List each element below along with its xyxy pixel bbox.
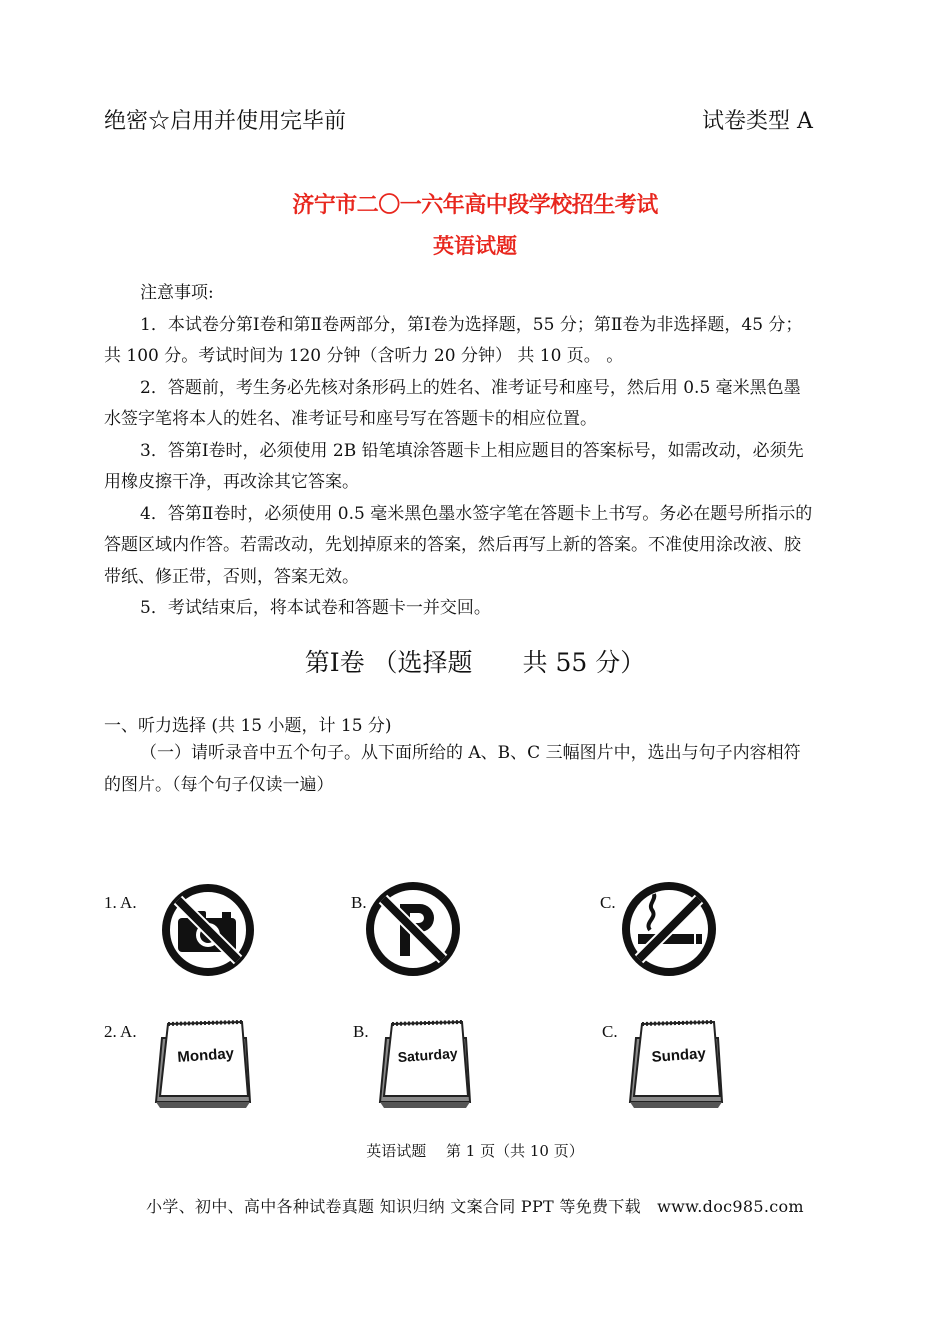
paper-type-label: 试卷类型 A [702, 109, 813, 134]
part-one-instruction: （一）请听录音中五个句子。从下面所给的 A、B、C 三幅图片中，选出与句子内容相符的图片。（每个句子仅读一遍） [104, 743, 801, 795]
no-parking-icon [364, 880, 462, 978]
q2-option-b-label: B. [353, 1022, 369, 1041]
q2-option-a-label: 2. A. [104, 1022, 137, 1041]
part-one-title: 一、听力选择 (共 15 小题，计 15 分) [104, 716, 392, 736]
exam-subtitle: 英语试题 [433, 234, 517, 258]
no-smoking-icon [620, 880, 718, 978]
confidential-label: 绝密☆启用并使用完毕前 [104, 109, 347, 134]
notes-block [104, 278, 816, 625]
note-item-3: 3．答第Ⅰ卷时，必须使用 2B 铅笔填涂答题卡上相应题目的答案标号，如需改动，必须先用橡皮擦干净，再改涂其它答案。 [104, 440, 804, 492]
exam-title: 济宁市二〇一六年高中段学校招生考试 [292, 193, 658, 218]
calendar-word-sunday: Sunday [651, 1045, 707, 1066]
note-item-4: 4．答第Ⅱ卷时，必须使用 0.5 毫米黑色墨水签字笔在答题卡上书写。务必在题号所指示的答题区域内作答。若需改动，先划掉原来的答案，然后再写上新的答案。不准使用涂改液、胶带纸、修正带，否则，答案无效。 [104, 503, 813, 587]
note-item-1: 1．本试卷分第Ⅰ卷和第Ⅱ卷两部分，第Ⅰ卷为选择题，55 分；第Ⅱ卷为非选择题，45 分；共 100 分。考试时间为 120 分钟（含听力 20 分钟） 共 10 页。 。 [104, 314, 803, 366]
q1-option-a-label: 1. A. [104, 893, 137, 912]
calendar-word-monday: Monday [176, 1045, 235, 1066]
note-item-5: 5．考试结束后，将本试卷和答题卡一并交回。 [140, 598, 491, 618]
download-source-line: 小学、初中、高中各种试卷真题 知识归纳 文案合同 PPT 等免费下载 www.doc985.com [146, 1197, 804, 1216]
calendar-word-saturday: Saturday [397, 1044, 459, 1066]
section-heading: 第Ⅰ卷 （选择题 共 55 分） [304, 648, 646, 677]
q2-option-c-label: C. [602, 1022, 618, 1041]
page-footer: 英语试题 第 1 页（共 10 页） [366, 1142, 584, 1160]
note-item-2: 2．答题前，考生务必先核对条形码上的姓名、准考证号和座号，然后用 0.5 毫米黑色墨水签字笔将本人的姓名、准考证号和座号写在答题卡的相应位置。 [104, 377, 801, 429]
notes-heading: 注意事项: [140, 283, 214, 303]
q1-option-b-label: B. [351, 893, 367, 912]
calendar-sunday-icon [620, 1014, 732, 1114]
q1-option-c-label: C. [600, 893, 616, 912]
calendar-monday-icon [146, 1014, 260, 1114]
calendar-saturday-icon [372, 1014, 480, 1114]
no-camera-icon [160, 882, 256, 978]
